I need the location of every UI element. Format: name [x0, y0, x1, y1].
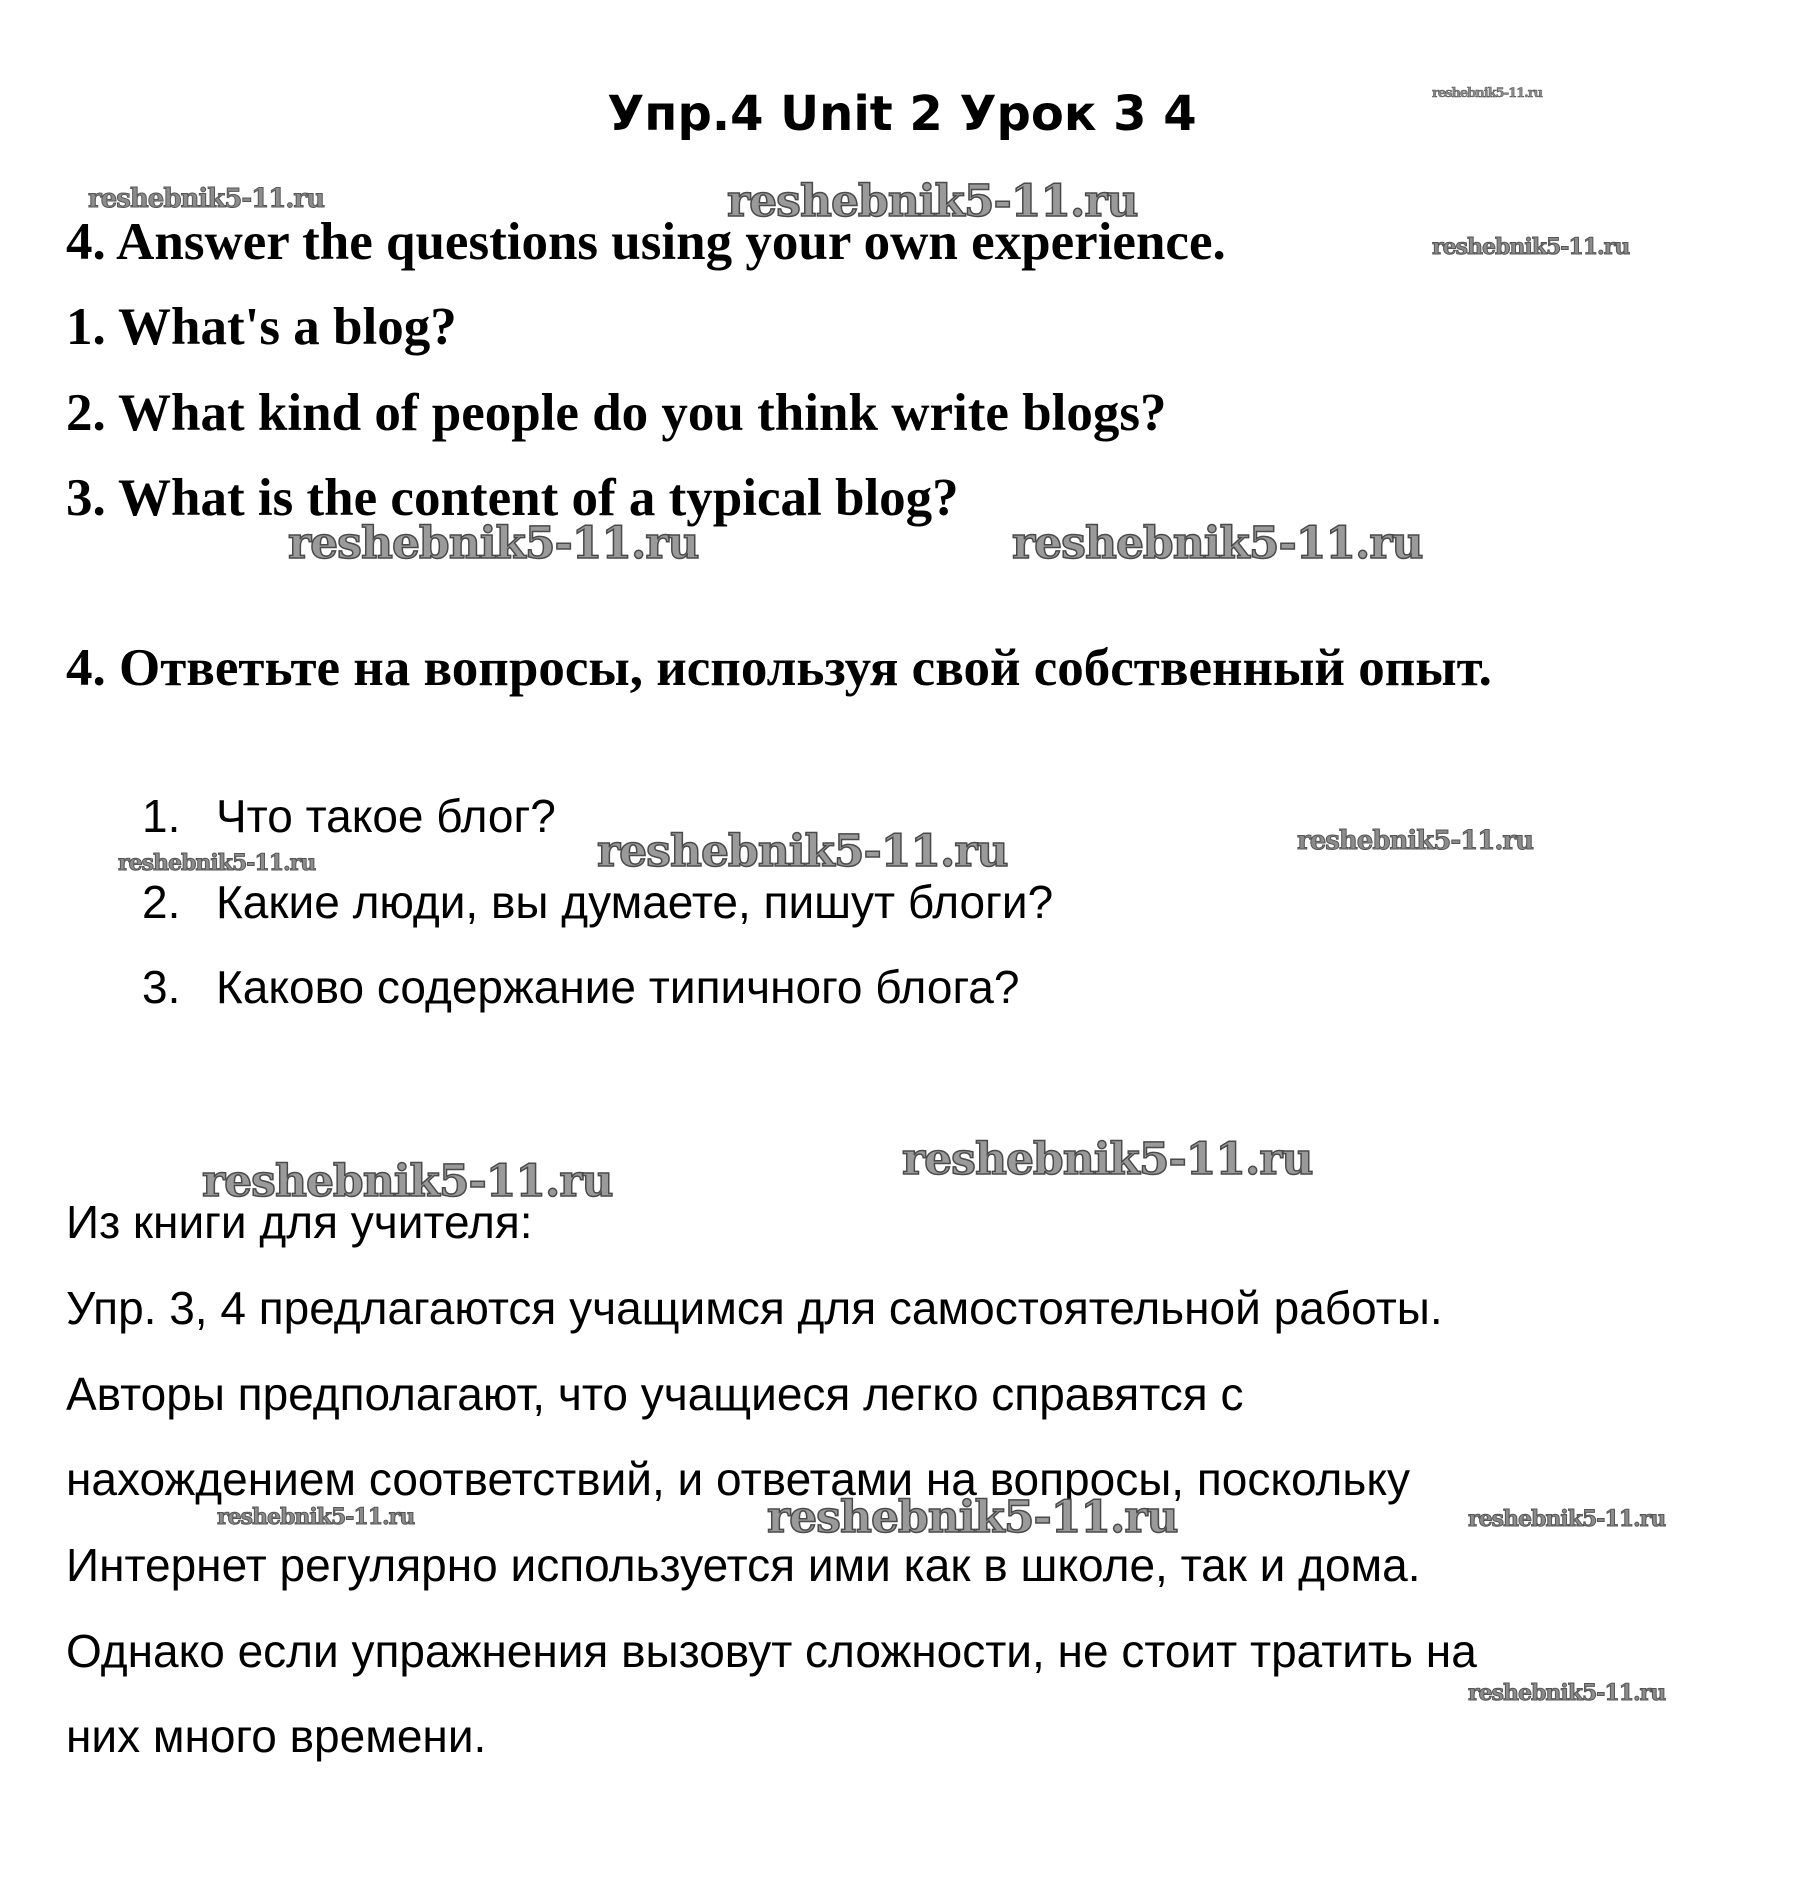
list-text: Каково содержание типичного блога? — [216, 961, 1020, 1013]
english-question-1: 1. What's a blog? — [66, 298, 457, 356]
watermark: reshebnik5-11.ru — [1297, 826, 1534, 856]
page-title: Упр.4 Unit 2 Урок 3 4 — [607, 86, 1197, 142]
teacher-line-4: Интернет регулярно используется ими как в школе, так и дома. — [66, 1539, 1421, 1591]
watermark: reshebnik5-11.ru — [902, 1134, 1313, 1185]
watermark: reshebnik5-11.ru — [1468, 1680, 1666, 1706]
watermark: reshebnik5-11.ru — [202, 1156, 613, 1207]
watermark: reshebnik5-11.ru — [217, 1504, 415, 1530]
teacher-line-6: них много времени. — [66, 1710, 487, 1762]
watermark: reshebnik5-11.ru — [1468, 1506, 1666, 1532]
teacher-line-5: Однако если упражнения вызовут сложности, не стоит тратить на — [66, 1625, 1477, 1677]
watermark: reshebnik5-11.ru — [597, 826, 1008, 877]
watermark: reshebnik5-11.ru — [727, 176, 1138, 227]
watermark: reshebnik5-11.ru — [1012, 518, 1423, 569]
russian-task: 4. Ответьте на вопросы, используя свой собственный опыт. — [66, 639, 1492, 697]
teacher-line-1: Упр. 3, 4 предлагаются учащимся для самостоятельной работы. — [66, 1282, 1443, 1334]
russian-question-2 — [142, 872, 1053, 932]
watermark: reshebnik5-11.ru — [1432, 234, 1630, 260]
watermark: reshebnik5-11.ru — [118, 850, 316, 876]
list-number: 3. — [142, 961, 181, 1013]
watermark: reshebnik5-11.ru — [88, 184, 325, 214]
list-number: 1. — [142, 790, 181, 842]
watermark: reshebnik5-11.ru — [288, 518, 699, 569]
english-question-2: 2. What kind of people do you think write blogs? — [66, 384, 1167, 442]
russian-question-1 — [142, 786, 556, 846]
teacher-line-3: нахождением соответствий, и ответами на вопросы, поскольку — [66, 1453, 1410, 1505]
teacher-line-2: Авторы предполагают, что учащиеся легко справятся с — [66, 1368, 1244, 1420]
list-text: Какие люди, вы думаете, пишут блоги? — [216, 876, 1054, 928]
watermark: reshebnik5-11.ru — [1432, 86, 1543, 101]
russian-question-3 — [142, 957, 1019, 1017]
english-task: 4. Answer the questions using your own experience. — [66, 213, 1226, 271]
watermark: reshebnik5-11.ru — [767, 1492, 1178, 1543]
list-number: 2. — [142, 876, 181, 928]
english-question-3: 3. What is the content of a typical blog? — [66, 469, 959, 527]
teacher-heading: Из книги для учителя: — [66, 1196, 533, 1248]
list-text: Что такое блог? — [216, 790, 556, 842]
